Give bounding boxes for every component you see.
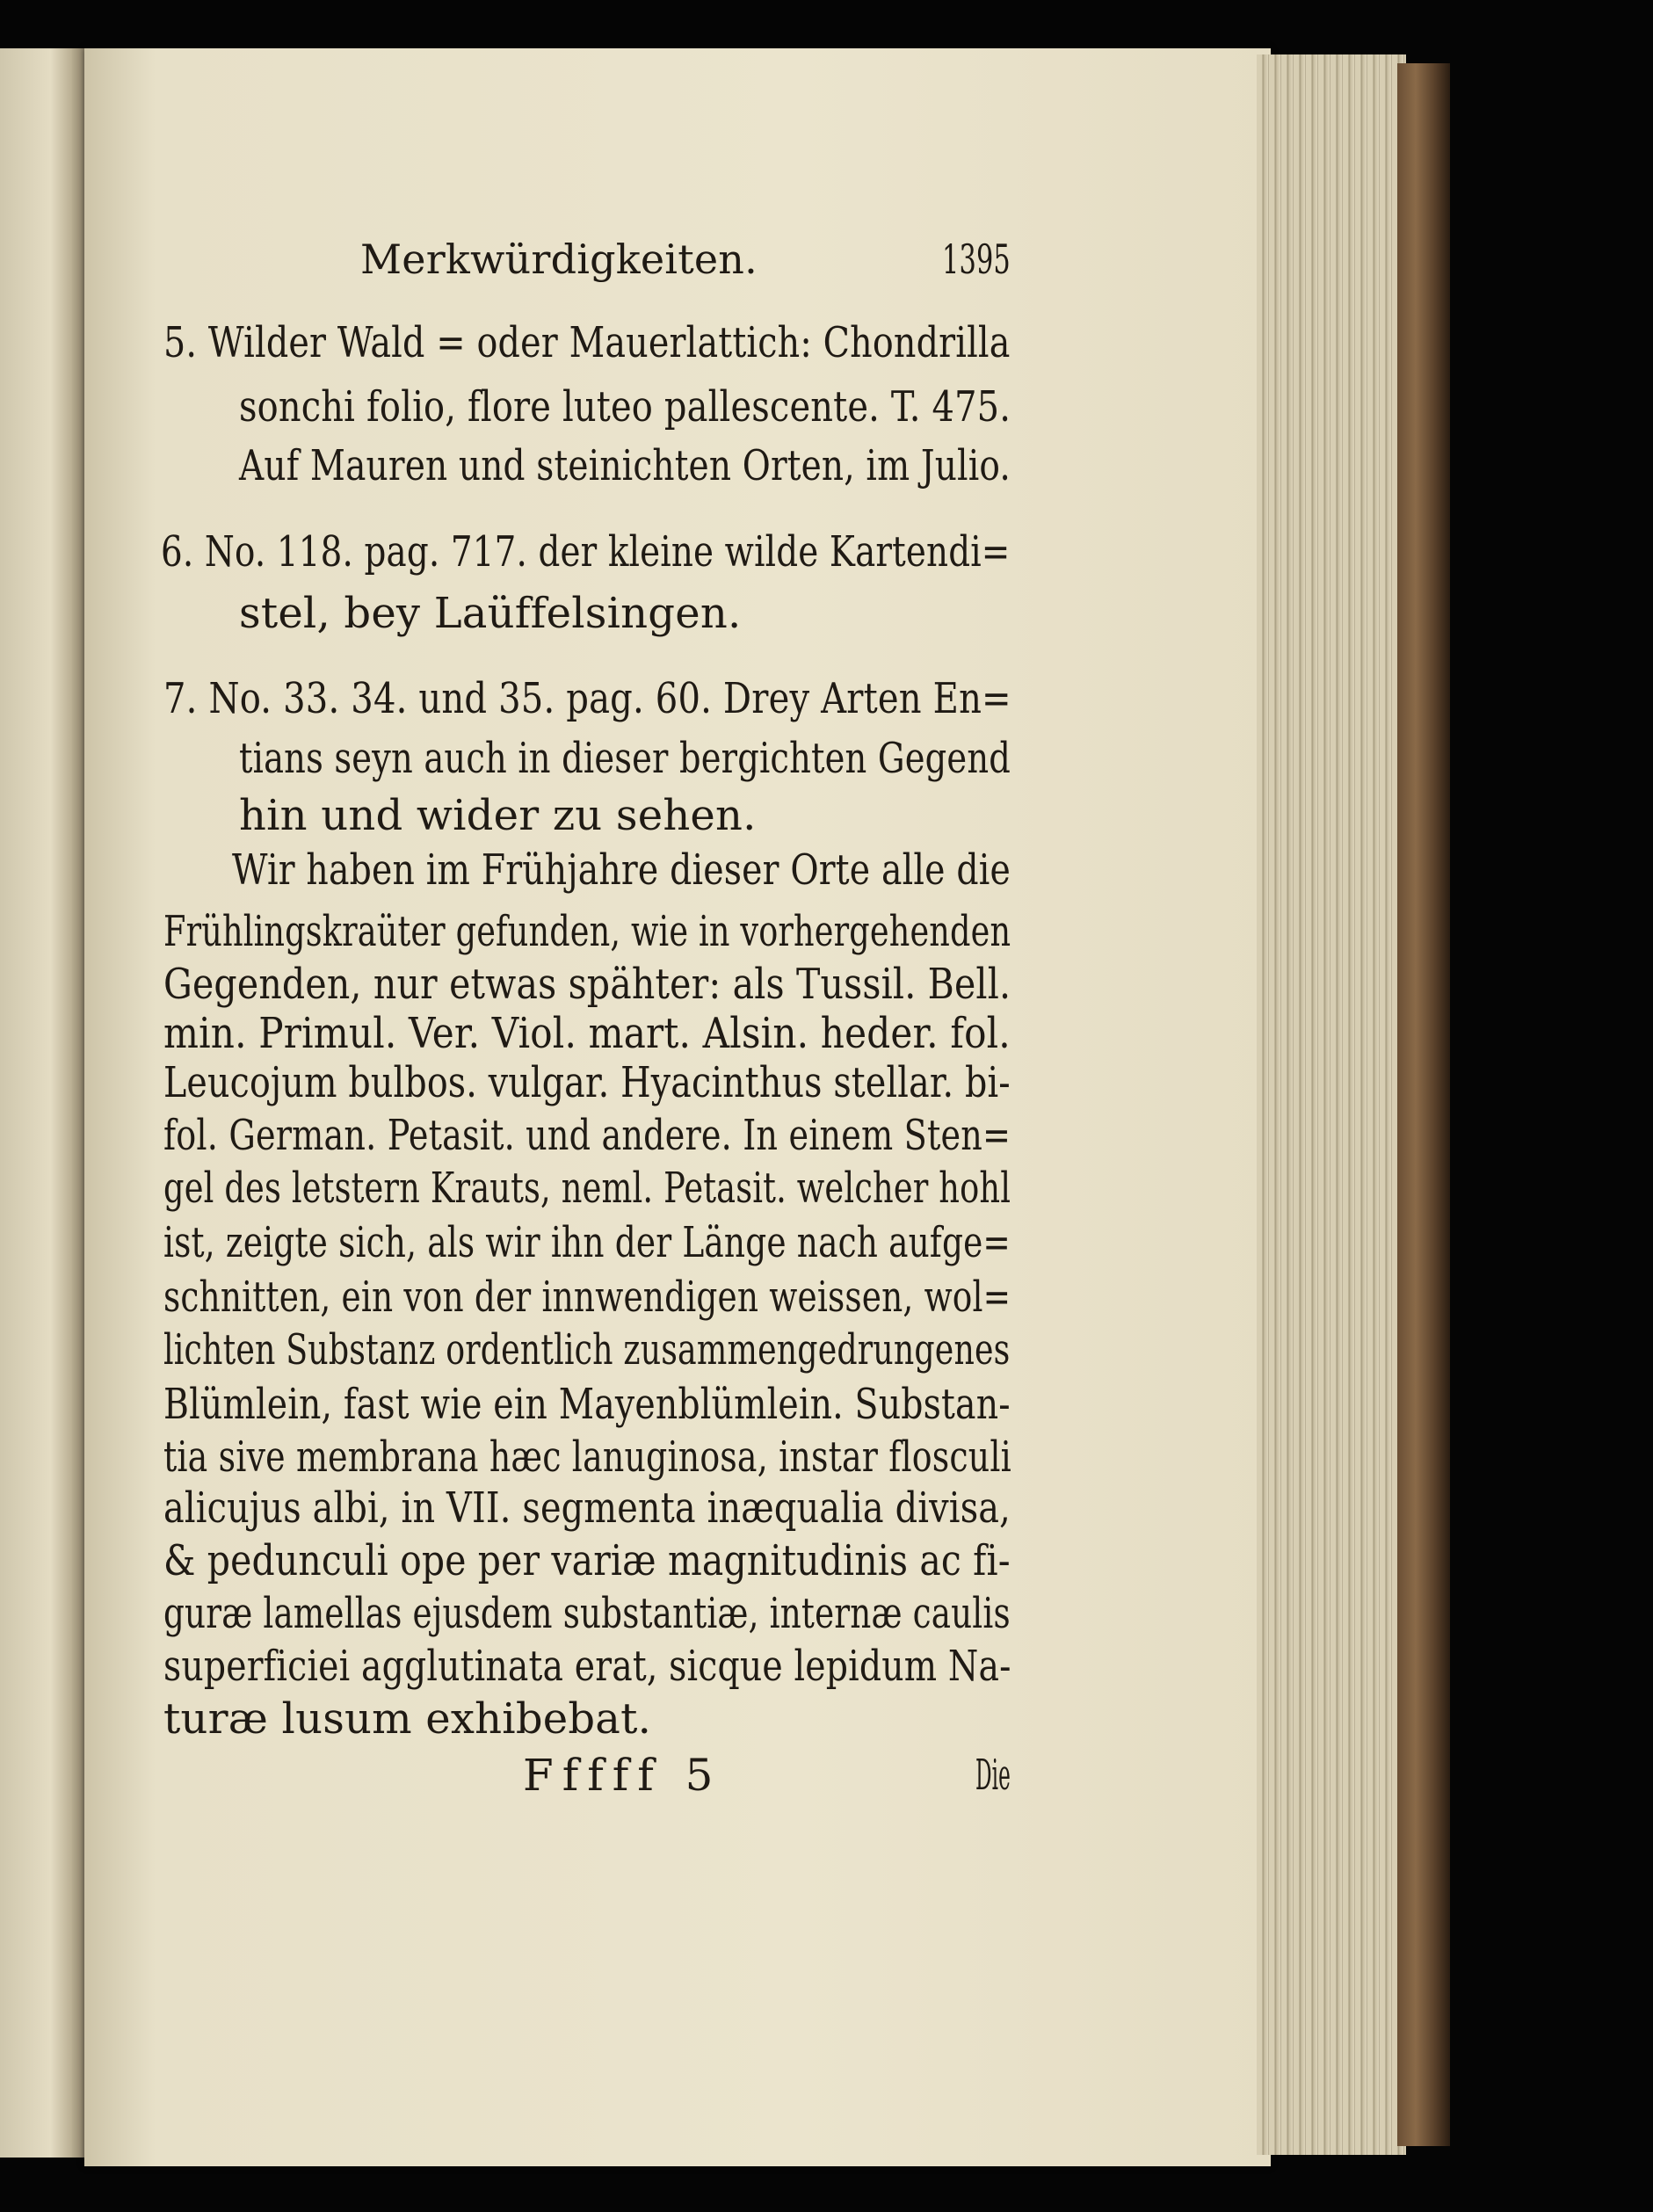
text-line: guræ lamellas ejusdem substantiæ, internæ caulis bbox=[163, 1589, 1011, 1638]
text-line: min. Primul. Ver. Viol. mart. Alsin. heder. fol. bbox=[163, 1009, 1011, 1058]
text-line: 7. No. 33. 34. und 35. pag. 60. Drey Arten En= bbox=[163, 674, 1011, 723]
text-line: lichten Substanz ordentlich zusammengedrungenes bbox=[163, 1325, 1011, 1374]
text-line: schnitten, ein von der innwendigen weissen, wol= bbox=[163, 1273, 1011, 1322]
text-line: & pedunculi ope per variæ magnitudinis ac fi- bbox=[163, 1536, 1011, 1585]
text-line: superficiei agglutinata erat, sicque lepidum Na- bbox=[163, 1642, 1011, 1691]
text-line: Blümlein, fast wie ein Mayenblümlein. Substan- bbox=[163, 1380, 1011, 1429]
text-line: Gegenden, nur etwas spähter: als Tussil. Bell. bbox=[163, 960, 1011, 1009]
text-line: Wir haben im Frühjahre dieser Orte alle die bbox=[232, 845, 1011, 895]
text-line: tia sive membrana hæc lanuginosa, instar flosculi bbox=[163, 1432, 1011, 1482]
catchword: Die bbox=[975, 1751, 1011, 1800]
text-line: 5. Wilder Wald = oder Mauerlattich: Chondrilla bbox=[163, 318, 1011, 367]
text-line: tians seyn auch in dieser bergichten Gegend bbox=[239, 734, 1011, 783]
page-number: 1395 bbox=[942, 236, 1011, 283]
text-line: sonchi folio, flore luteo pallescente. T. 475. bbox=[239, 382, 1011, 432]
signature-mark: Fffff 5 bbox=[523, 1750, 722, 1801]
text-line: ist, zeigte sich, als wir ihn der Länge nach aufge= bbox=[163, 1218, 1011, 1267]
text-line: turæ lusum exhibebat. bbox=[163, 1694, 652, 1744]
text-line: alicujus albi, in VII. segmenta inæqualia divisa, bbox=[163, 1483, 1011, 1533]
text-line: Leucojum bulbos. vulgar. Hyacinthus stellar. bi- bbox=[163, 1058, 1011, 1107]
running-head-title: Merkwürdigkeiten. bbox=[360, 236, 758, 283]
text-line: Auf Mauren und steinichten Orten, im Julio. bbox=[239, 441, 1011, 490]
text-line: stel, bey Laüffelsingen. bbox=[239, 589, 742, 638]
text-line: hin und wider zu sehen. bbox=[239, 791, 757, 840]
text-line: fol. German. Petasit. und andere. In einem Sten= bbox=[163, 1111, 1011, 1160]
text-line: 6. No. 118. pag. 717. der kleine wilde Kartendi= bbox=[161, 527, 1011, 577]
text-line: Frühlingskraüter gefunden, wie in vorhergehenden bbox=[163, 907, 1011, 956]
text-line: gel des letstern Krauts, neml. Petasit. welcher hohl bbox=[163, 1164, 1011, 1213]
